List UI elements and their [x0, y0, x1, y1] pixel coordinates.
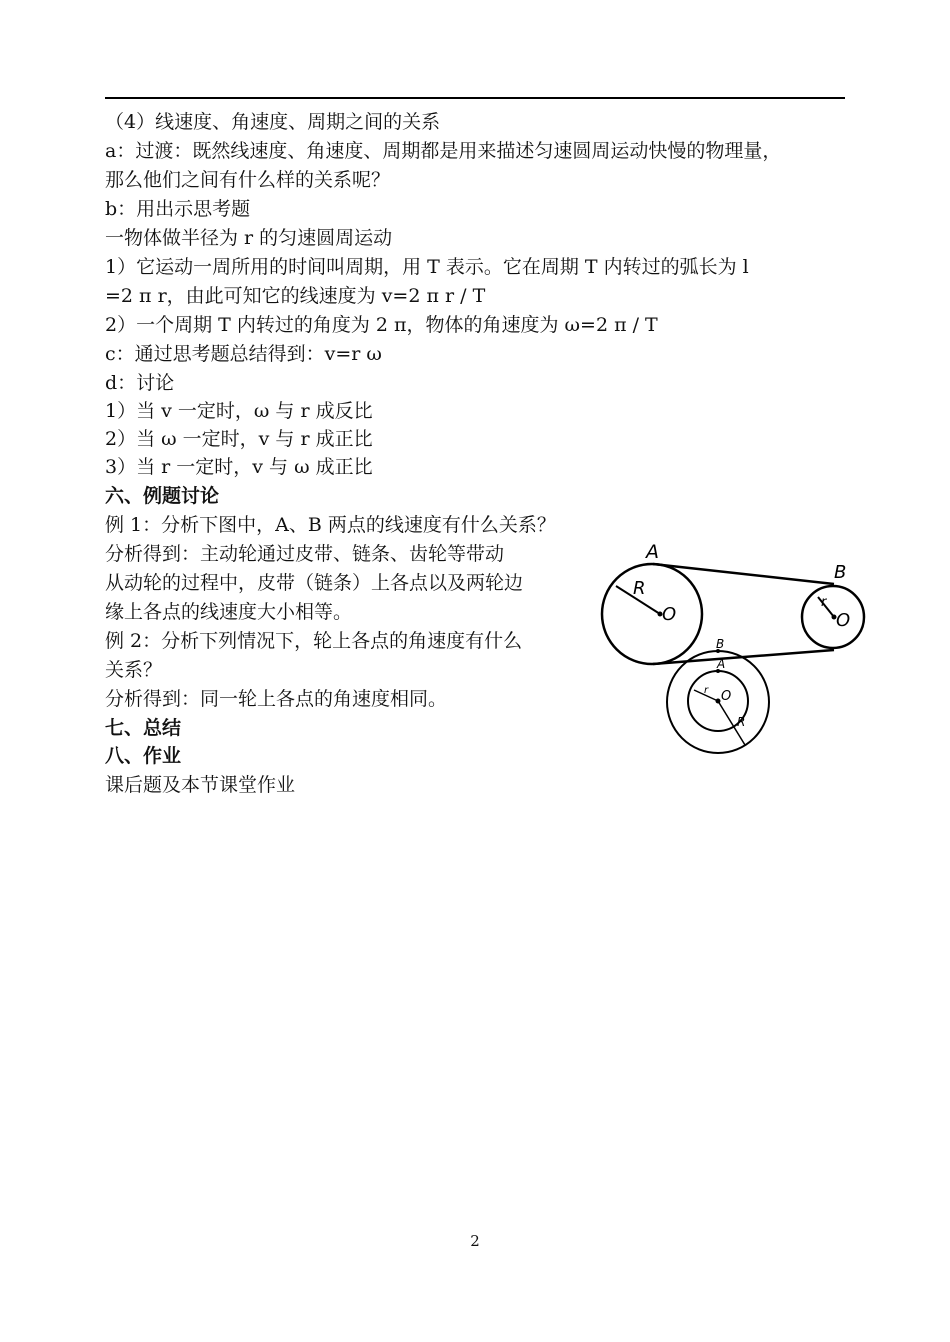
belt-label-O1: O: [662, 604, 677, 625]
line-b-question: b：用出示思考题: [105, 198, 251, 220]
line-section-4-title: （4）线速度、角速度、周期之间的关系: [105, 111, 441, 133]
page-number: 2: [470, 1232, 480, 1250]
belt-label-r: r: [821, 595, 827, 610]
wheel-label-O: O: [721, 689, 732, 704]
line-discussion-3: 3）当 r 一定时，v 与 ω 成正比: [105, 456, 373, 478]
line-question-setup: 一物体做半径为 r 的匀速圆周运动: [105, 227, 393, 249]
line-analysis-1-cont: 从动轮的过程中，皮带（链条）上各点以及两轮边: [105, 572, 524, 594]
line-point-1-cont: =2 π r，由此可知它的线速度为 v=2 π r / T: [105, 285, 486, 307]
line-example-1: 例 1：分析下图中，A、B 两点的线速度有什么关系？: [105, 514, 556, 536]
line-a-transition-cont: 那么他们之间有什么样的关系呢？: [105, 169, 391, 191]
line-d-discussion: d：讨论: [105, 372, 175, 394]
line-analysis-2: 分析得到：同一轮上各点的角速度相同。: [105, 688, 448, 710]
belt-label-A: A: [646, 541, 659, 563]
line-analysis-1-end: 缘上各点的线速度大小相等。: [105, 601, 353, 623]
wheel-label-B: B: [716, 637, 725, 651]
line-example-2: 例 2：分析下列情况下，轮上各点的角速度有什么: [105, 630, 523, 652]
line-homework: 课后题及本节课堂作业: [105, 774, 296, 796]
line-point-1: 1）它运动一周所用的时间叫周期，用 T 表示。它在周期 T 内转过的弧长为 l: [105, 256, 749, 278]
line-point-2: 2）一个周期 T 内转过的角度为 2 π，物体的角速度为 ω=2 π / T: [105, 314, 658, 336]
line-analysis-1: 分析得到：主动轮通过皮带、链条、齿轮等带动: [105, 543, 505, 565]
heading-section-8: 八、作业: [105, 745, 182, 767]
heading-section-7: 七、总结: [105, 717, 182, 739]
belt-label-B: B: [834, 562, 847, 583]
line-a-transition: a：过渡：既然线速度、角速度、周期都是用来描述匀速圆周运动快慢的物理量，: [105, 140, 782, 162]
line-c-summary: c：通过思考题总结得到：v=r ω: [105, 343, 382, 365]
wheel-label-R: R: [737, 715, 746, 729]
line-discussion-2: 2）当 ω 一定时，v 与 r 成正比: [105, 428, 373, 450]
line-discussion-1: 1）当 v 一定时，ω 与 r 成反比: [105, 400, 373, 422]
heading-section-6: 六、例题讨论: [105, 485, 220, 507]
belt-label-R: R: [633, 578, 646, 599]
belt-label-O2: O: [836, 610, 851, 631]
line-example-2-cont: 关系？: [105, 659, 163, 681]
wheel-label-A: A: [717, 657, 726, 671]
wheel-label-r: r: [704, 685, 709, 696]
